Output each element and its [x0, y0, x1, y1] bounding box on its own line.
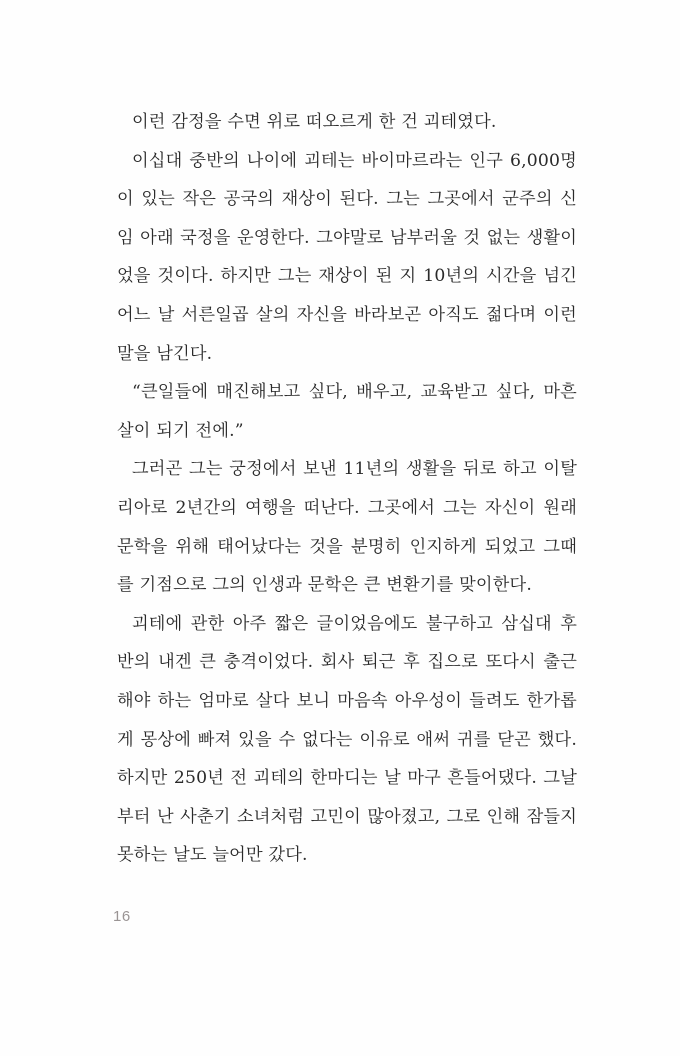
paragraph-2-line-2: 이 있는 작은 공국의 재상이 된다. 그는 그곳에서 군주의 신 [117, 189, 577, 210]
paragraph-4-line-4: 를 기점으로 그의 인생과 문학은 큰 변환기를 맞이한다. [117, 575, 532, 596]
paragraph-5-line-2: 반의 내겐 큰 충격이었다. 회사 퇴근 후 집으로 또다시 출근 [117, 652, 577, 673]
paragraph-2-line-1: 이십대 중반의 나이에 괴테는 바이마르라는 인구 6,000명 [132, 150, 577, 171]
paragraph-5-line-3: 해야 하는 엄마로 살다 보니 마음속 아우성이 들려도 한가롭 [117, 690, 577, 711]
paragraph-4-line-2: 리아로 2년간의 여행을 떠난다. 그곳에서 그는 자신이 원래 [117, 497, 577, 518]
quote-line-1: “큰일들에 매진해보고 싶다, 배우고, 교육받고 싶다, 마흔 [132, 382, 577, 403]
paragraph-1-line-1: 이런 감정을 수면 위로 떠오르게 한 건 괴테였다. [132, 112, 497, 132]
paragraph-2-line-5: 어느 날 서른일곱 살의 자신을 바라보곤 아직도 젊다며 이런 [117, 304, 577, 325]
body-text [117, 103, 577, 875]
paragraph-2-line-4: 었을 것이다. 하지만 그는 재상이 된 지 10년의 시간을 넘긴 [117, 266, 577, 287]
paragraph-5-line-4: 게 몽상에 빠져 있을 수 없다는 이유로 애써 귀를 닫곤 했다. [117, 729, 577, 750]
paragraph-2-line-6: 말을 남긴다. [117, 343, 213, 364]
paragraph-2-line-3: 임 아래 국정을 운영한다. 그야말로 남부러울 것 없는 생활이 [117, 227, 577, 248]
paragraph-5-line-5: 하지만 250년 전 괴테의 한마디는 날 마구 흔들어댔다. 그날 [117, 768, 577, 789]
paragraph-5-line-6: 부터 난 사춘기 소녀처럼 고민이 많아졌고, 그로 인해 잠들지 [117, 806, 577, 827]
quote-line-2: 살이 되기 전에.” [117, 420, 244, 441]
paragraph-5-line-1: 괴테에 관한 아주 짧은 글이었음에도 불구하고 삼십대 후 [132, 613, 577, 634]
paragraph-5-line-7: 못하는 날도 늘어만 갔다. [117, 845, 308, 866]
page-number: 16 [113, 908, 131, 925]
paragraph-4-line-3: 문학을 위해 태어났다는 것을 분명히 인지하게 되었고 그때 [117, 536, 577, 557]
paragraph-4-line-1: 그러곤 그는 궁정에서 보낸 11년의 생활을 뒤로 하고 이탈 [132, 459, 577, 480]
